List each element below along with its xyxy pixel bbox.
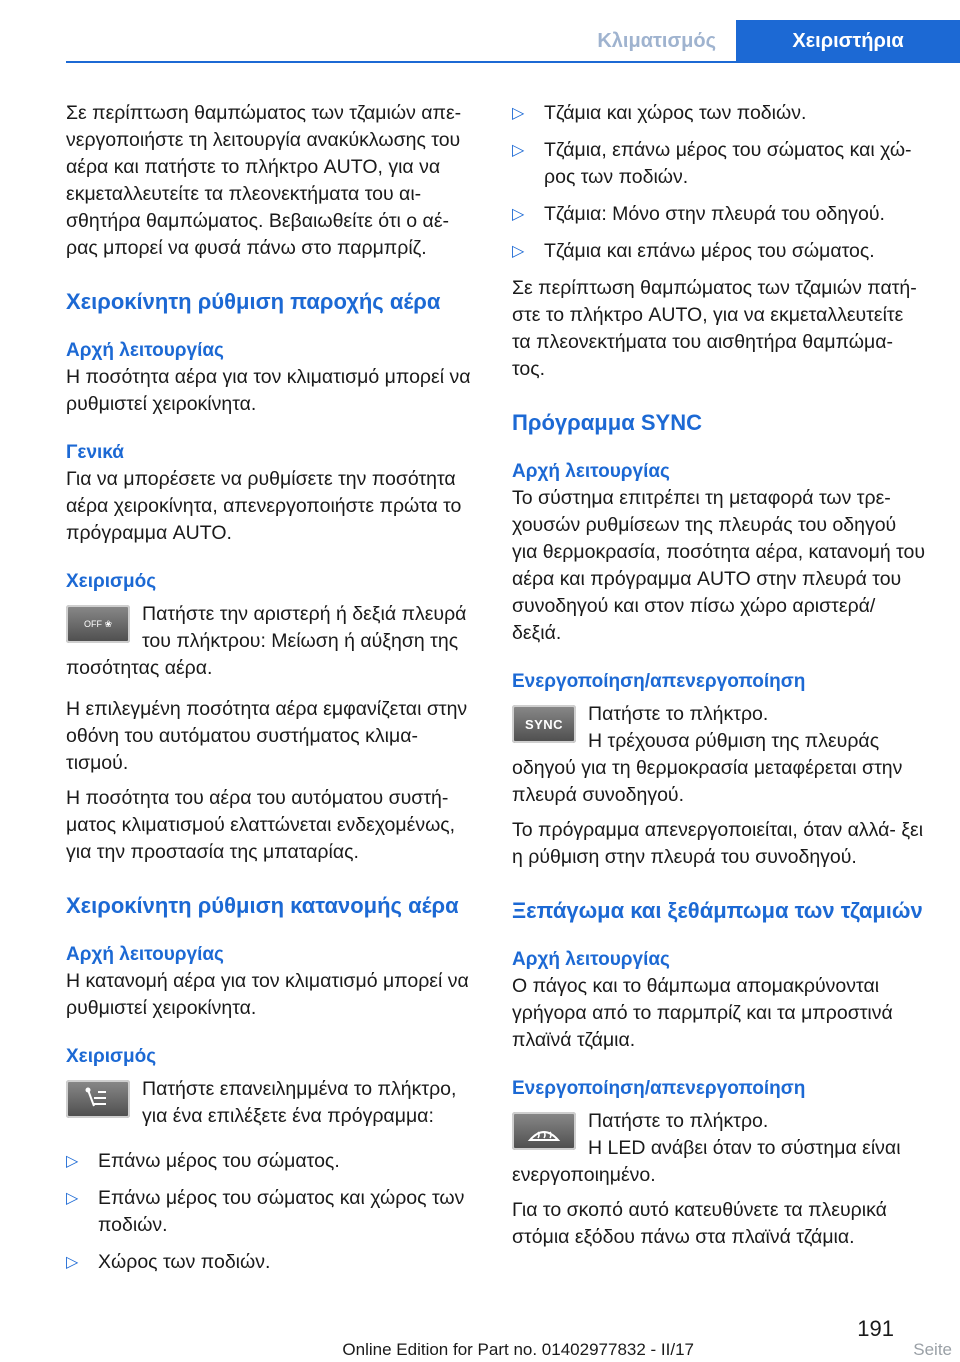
air-distribution-button-icon — [66, 1080, 130, 1118]
paragraph: Πατήστε το πλήκτρο. — [588, 1110, 769, 1132]
paragraph: Η ποσότητα του αέρα του αυτόματου συστή‐ ματος κλιματισμού ελαττώνεται ενδεχομένως, για την προστασία της μπαταρίας. — [66, 787, 456, 863]
paragraph: Η ποσότητα αέρα για τον κλιματισμό μπορεί να ρυθμιστεί χειροκίνητα. — [66, 366, 471, 415]
subheading: Χειρισμός — [66, 571, 157, 592]
list-item: ▷ Χώρος των ποδιών. — [66, 1249, 480, 1276]
paragraph: Η LED ανάβει όταν το σύστημα είναι ενεργοποιημένο. — [512, 1137, 901, 1186]
left-column — [66, 100, 480, 1276]
list-item: ▷ Τζάμια και χώρος των ποδιών. — [512, 100, 926, 127]
triangle-bullet-icon: ▷ — [512, 142, 525, 159]
list-item: ▷ Επάνω μέρος του σώματος. — [66, 1148, 480, 1175]
triangle-bullet-icon: ▷ — [66, 1254, 79, 1271]
defrost-icon — [524, 1118, 564, 1144]
subheading: Αρχή λειτουργίας — [512, 461, 670, 482]
triangle-bullet-icon: ▷ — [512, 243, 525, 260]
paragraph: Σε περίπτωση θαμπώματος των τζαμιών πατή‐ στε το πλήκτρο AUTO, για να εκμεταλλευτείτε τα πλεονεκτήματα του αισθητήρα θαμπώμα‐ τος. — [512, 277, 917, 380]
page-number: 191 — [857, 1316, 894, 1341]
section-heading: Χειροκίνητη ρύθμιση παροχής αέρα — [66, 289, 441, 314]
paragraph: Η επιλεγμένη ποσότητα αέρα εμφανίζεται στην οθόνη του αυτόματου συστήματος κλιμα‐ τισμού. — [66, 698, 468, 774]
sync-button-icon: SYNC — [512, 705, 576, 743]
triangle-bullet-icon: ▷ — [512, 105, 525, 122]
triangle-bullet-icon: ▷ — [66, 1153, 79, 1170]
program-list — [512, 100, 926, 265]
section-tab-controls[interactable]: Χειριστήρια — [736, 20, 960, 62]
subheading: Ενεργοποίηση/απενεργοποίηση — [512, 671, 806, 692]
program-list — [66, 1148, 480, 1276]
air-distribution-icon — [78, 1086, 118, 1112]
list-item: ▷ Τζάμια: Μόνο στην πλευρά του οδηγού. — [512, 201, 926, 228]
paragraph: Πατήστε επανειλημμένα το πλήκτρο, για ένα επιλέξετε ένα πρόγραμμα: — [142, 1078, 457, 1127]
fan-speed-button-icon: OFF ❀ — [66, 605, 130, 643]
paragraph: Για να μπορέσετε να ρυθμίσετε την ποσότητα αέρα χειροκίνητα, απενεργοποιήστε πρώτα το πρόγραμμα AUTO. — [66, 468, 462, 544]
paragraph: Το σύστημα επιτρέπει τη μεταφορά των τρε‐ χουσών ρυθμίσεων της πλευράς του οδηγού για θερμοκρασία, ποσότητα αέρα, κατανομή του αέρα και πρόγραμμα AUTO στην πλευρά του συνοδηγού και στον πίσω χώρο αριστερά/ δεξιά. — [512, 487, 926, 644]
triangle-bullet-icon: ▷ — [512, 206, 525, 223]
section-tab-climate[interactable]: Κλιματισμός — [597, 30, 716, 52]
page-header — [0, 20, 960, 62]
header-rule — [66, 61, 960, 63]
paragraph: Πατήστε την αριστερή ή δεξιά πλευρά του πλήκτρου: Μείωση ή αύξηση της ποσότητας αέρα. — [66, 603, 467, 679]
list-item: ▷ Επάνω μέρος του σώματος και χώρος των ποδιών. — [66, 1187, 465, 1236]
list-item: ▷ Τζάμια, επάνω μέρος του σώματος και χώ‐ ρος των ποδιών. — [512, 139, 912, 188]
subheading: Ενεργοποίηση/απενεργοποίηση — [512, 1078, 806, 1099]
section-heading: Ξεπάγωμα και ξεθάμπωμα των τζαμιών — [512, 898, 923, 923]
paragraph: Η κατανομή αέρα για τον κλιματισμό μπορεί να ρυθμιστεί χειροκίνητα. — [66, 970, 469, 1019]
subheading: Αρχή λειτουργίας — [66, 944, 224, 965]
paragraph: Ο πάγος και το θάμπωμα απομακρύνονται γρήγορα από το παρμπρίζ και τα μπροστινά πλαϊνά τζάμια. — [512, 975, 893, 1051]
right-column — [512, 100, 926, 1251]
paragraph: Σε περίπτωση θαμπώματος των τζαμιών απε‐ νεργοποιήστε τη λειτουργία ανακύκλωσης του αέρα και πατήστε το πλήκτρο AUTO, για να εκμεταλλευτείτε τα πλεονεκτήματα του αι‐ σθητήρα θαμπώματος. Βεβαιωθείτε ότι ο αέ‐ ρας μπορεί να φυσά πάνω στο παρμπρίζ. — [66, 102, 462, 259]
list-item: ▷ Τζάμια και επάνω μέρος του σώματος. — [512, 238, 926, 265]
windshield-defrost-button-icon — [512, 1112, 576, 1150]
edition-note: Online Edition for Part no. 01402977832 - II/17 — [342, 1340, 694, 1359]
subheading: Χειρισμός — [66, 1046, 157, 1067]
triangle-bullet-icon: ▷ — [66, 1190, 79, 1207]
paragraph: Το πρόγραμμα απενεργοποιείται, όταν αλλά‐ ξει η ρύθμιση στην πλευρά του συνοδηγού. — [512, 819, 924, 868]
subheading: Αρχή λειτουργίας — [66, 340, 224, 361]
paragraph: Πατήστε το πλήκτρο. — [588, 703, 769, 725]
subheading: Αρχή λειτουργίας — [512, 949, 670, 970]
watermark-text: Seite — [913, 1340, 952, 1359]
paragraph: Για το σκοπό αυτό κατευθύνετε τα πλευρικά στόμια εξόδου πάνω στα πλαϊνά τζάμια. — [512, 1199, 887, 1248]
subheading: Γενικά — [66, 442, 124, 463]
paragraph: Η τρέχουσα ρύθμιση της πλευράς οδηγού για τη θερμοκρασία μεταφέρεται στην πλευρά συνοδηγού. — [512, 730, 903, 806]
section-heading: Πρόγραμμα SYNC — [512, 410, 702, 435]
section-heading: Χειροκίνητη ρύθμιση κατανομής αέρα — [66, 893, 459, 918]
